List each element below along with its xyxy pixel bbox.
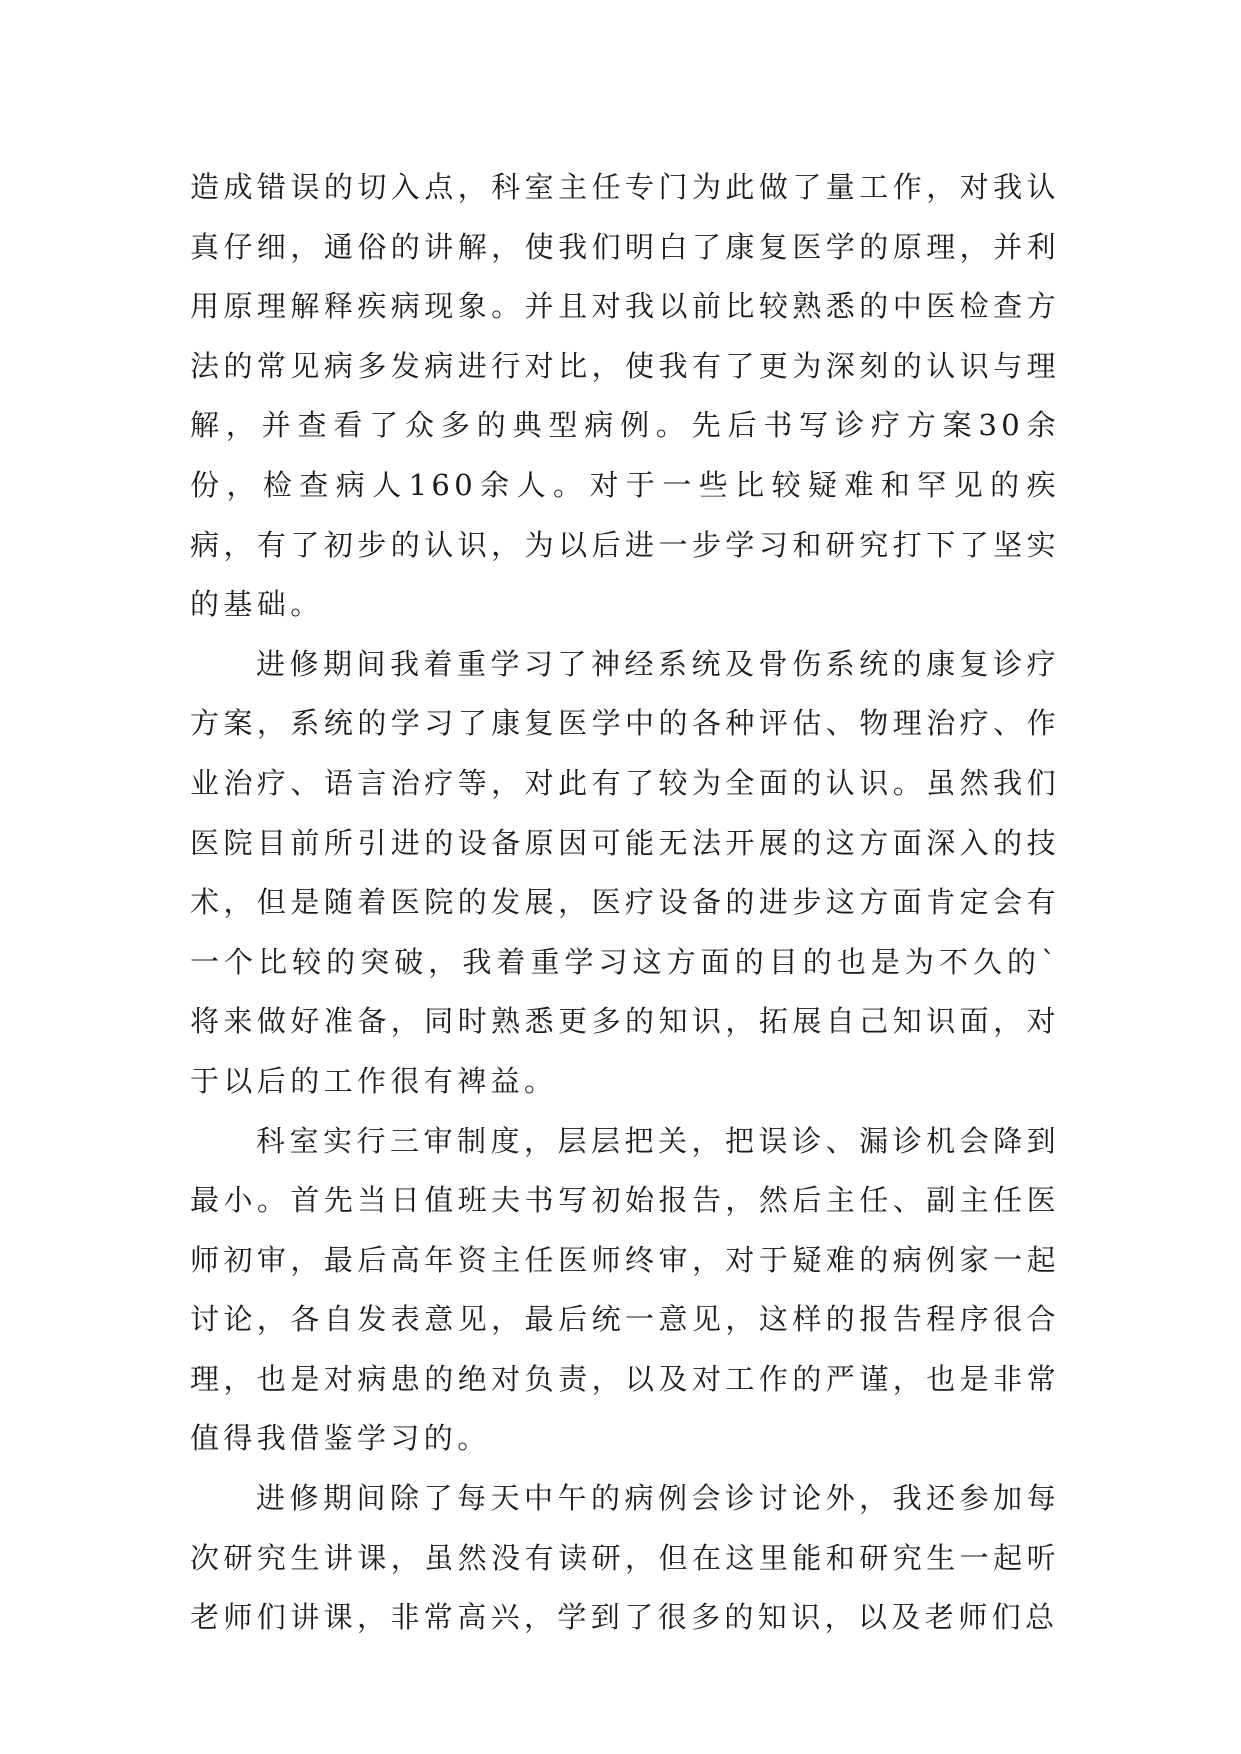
paragraph-3: 科室实行三审制度，层层把关，把误诊、漏诊机会降到最小。首先当日值班夫书写初始报告，然后主任、副主任医师初审，最后高年资主任医师终审，对于疑难的病例家一起讨论，各自发表意见，最后统一意见，这样的报告程序很合理，也是对病患的绝对负责，以及对工作的严谨，也是非常值得我借鉴学习的。 (190, 1123, 1060, 1456)
paragraph-2: 进修期间我着重学习了神经系统及骨伤系统的康复诊疗方案，系统的学习了康复医学中的各种评估、物理治疗、作业治疗、语言治疗等，对此有了较为全面的认识。虽然我们医院目前所引进的设备原因可能无法开展的这方面深入的技术，但是随着医院的发展，医疗设备的进步这方面肯定会有一个比较的突破，我着重学习这方面的目的也是为不久的`将来做好准备，同时熟悉更多的知识，拓展自己知识面，对于以后的工作很有裨益。 (190, 646, 1060, 1098)
paragraph-1: 造成错误的切入点，科室主任专门为此做了量工作，对我认真仔细，通俗的讲解，使我们明白了康复医学的原理，并利用原理解释疾病现象。并且对我以前比较熟悉的中医检查方法的常见病多发病进行对比，使我有了更为深刻的认识与理解，并查看了众多的典型病例。先后书写诊疗方案30余份，检查病人160余人。对于一些比较疑难和罕见的疾病，有了初步的认识，为以后进一步学习和研究打下了坚实的基础。 (190, 170, 1060, 622)
paragraph-4: 进修期间除了每天中午的病例会诊讨论外，我还参加每次研究生讲课，虽然没有读研，但在这里能和研究生一起听老师们讲课，非常高兴，学到了很多的知识，以及老师们总 (190, 1481, 1060, 1635)
document-body (190, 158, 1060, 1648)
